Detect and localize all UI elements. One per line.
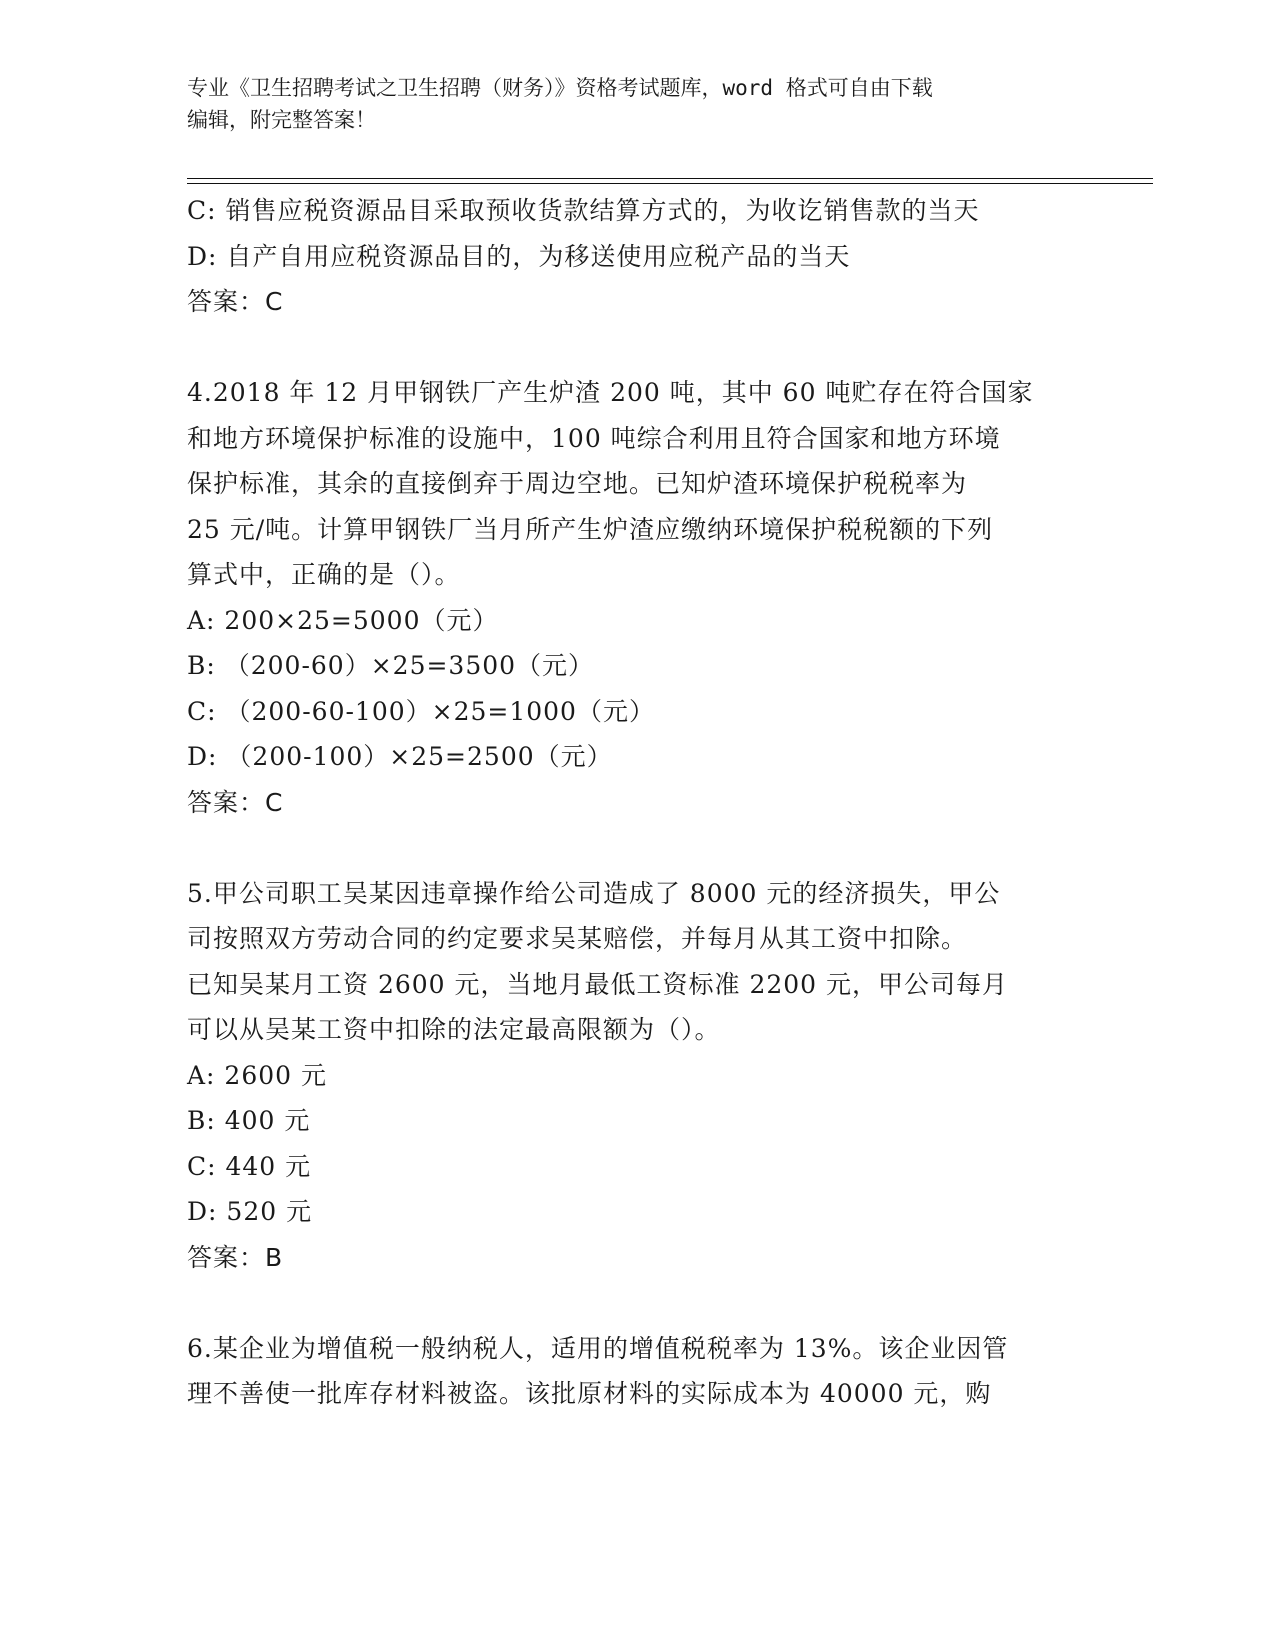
question-4-text-line-4: 25 元/吨。计算甲钢铁厂当月所产生炉渣应缴纳环境保护税税额的下列	[187, 514, 994, 544]
header-rule-top	[187, 178, 1153, 179]
question-5-answer: 答案：B	[187, 1242, 284, 1272]
question-5-option-c: C: 440 元	[187, 1151, 312, 1181]
question-4-text-line-5: 算式中，正确的是（）。	[187, 560, 461, 589]
question-4	[187, 370, 1087, 825]
spacer	[187, 825, 1087, 871]
question-5-option-b: B: 400 元	[187, 1106, 311, 1135]
question-3-answer: 答案：C	[187, 287, 284, 316]
header-line-1: 专业《卫生招聘考试之卫生招聘（财务）》资格考试题库，word 格式可自由下载	[187, 76, 933, 100]
page-header	[187, 72, 1087, 136]
question-3-option-d: D: 自产自用应税资源品目的，为移送使用应税产品的当天	[187, 241, 851, 271]
header-rule-bottom	[187, 183, 1153, 184]
question-5-text-line-3: 已知吴某月工资 2600 元，当地月最低工资标准 2200 元，甲公司每月	[187, 969, 1009, 999]
question-4-option-a: A: 200×25=5000（元）	[187, 605, 499, 635]
question-4-text-line-2: 和地方环境保护标准的设施中，100 吨综合利用且符合国家和地方环境	[187, 423, 1001, 453]
question-5-option-d: D: 520 元	[187, 1197, 313, 1226]
question-4-text-line-3: 保护标准，其余的直接倒弃于周边空地。已知炉渣环境保护税税率为	[187, 469, 968, 498]
question-6	[187, 1326, 1087, 1417]
document-body	[187, 188, 1087, 1417]
question-3-option-c: C: 销售应税资源品目采取预收货款结算方式的，为收讫销售款的当天	[187, 196, 980, 225]
question-4-answer: 答案：C	[187, 787, 284, 817]
question-5	[187, 871, 1087, 1281]
question-6-text-line-2: 理不善使一批库存材料被盗。该批原材料的实际成本为 40000 元，购	[187, 1379, 992, 1408]
question-5-text-line-2: 司按照双方劳动合同的约定要求吴某赔偿，并每月从其工资中扣除。	[187, 924, 968, 953]
question-5-option-a: A: 2600 元	[187, 1060, 327, 1090]
question-5-text-line-4: 可以从吴某工资中扣除的法定最高限额为（）。	[187, 1015, 721, 1044]
question-4-option-c: C: （200-60-100）×25=1000（元）	[187, 696, 655, 726]
question-3	[187, 188, 1087, 325]
spacer	[187, 325, 1087, 371]
question-6-text-line-1: 6.某企业为增值税一般纳税人，适用的增值税税率为 13%。该企业因管	[187, 1333, 1009, 1363]
question-4-option-b: B: （200-60）×25=3500（元）	[187, 651, 595, 680]
question-5-text-line-1: 5.甲公司职工吴某因违章操作给公司造成了 8000 元的经济损失，甲公	[187, 878, 1001, 908]
spacer	[187, 1280, 1087, 1326]
question-4-option-d: D: （200-100）×25=2500（元）	[187, 742, 613, 771]
header-line-2: 编辑，附完整答案！	[187, 108, 376, 132]
question-4-text-line-1: 4.2018 年 12 月甲钢铁厂产生炉渣 200 吨，其中 60 吨贮存在符合国家	[187, 378, 1034, 407]
